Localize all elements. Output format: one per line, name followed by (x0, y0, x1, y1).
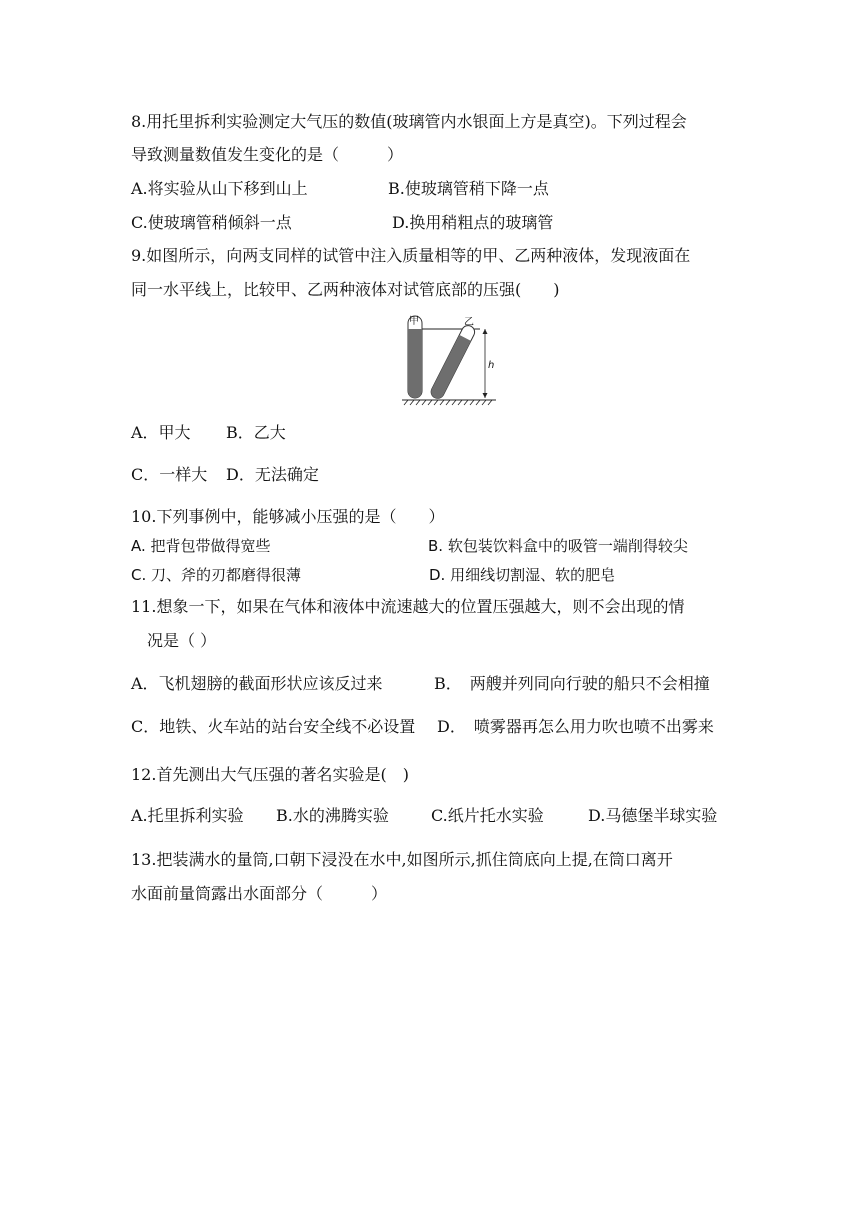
q9-option-d: D．无法确定 (226, 465, 319, 484)
q12-option-a: A.托里拆利实验 (131, 806, 244, 825)
test-tube-figure (400, 312, 500, 408)
q10-option-d: D. 用细线切割湿、软的肥皂 (429, 566, 616, 584)
q9-option-c: C．一样大 (131, 465, 208, 484)
q10-option-b: B. 软包装饮料盒中的吸管一端削得较尖 (428, 537, 688, 555)
tube-yi-liquid (429, 335, 471, 401)
q8-option-b: B.使玻璃管稍下降一点 (388, 179, 549, 198)
label-h: h (488, 360, 495, 371)
q13-stem-line2: 水面前量筒露出水面部分（ ） (131, 884, 388, 903)
q9-stem-line1: 9.如图所示，向两支同样的试管中注入质量相等的甲、乙两种液体，发现液面在 (131, 246, 691, 265)
q8-stem-line1: 8.用托里拆利实验测定大气压的数值(玻璃管内水银面上方是真空)。下列过程会 (131, 112, 687, 131)
q10-option-a: A. 把背包带做得宽些 (131, 537, 271, 555)
q11-option-d: D． 喷雾器再怎么用力吹也喷不出雾来 (437, 717, 714, 736)
label-yi: 乙 (464, 317, 474, 328)
height-arrow-down (483, 393, 488, 398)
q11-option-a: A．飞机翅膀的截面形状应该反过来 (131, 674, 383, 693)
ground-hatching (404, 400, 492, 405)
q8-option-c: C.使玻璃管稍倾斜一点 (131, 213, 292, 232)
q11-option-c: C．地铁、火车站的站台安全线不必设置 (131, 717, 416, 736)
q9-stem-line2: 同一水平线上，比较甲、乙两种液体对试管底部的压强( ) (131, 280, 560, 299)
q9-option-b: B．乙大 (226, 423, 286, 442)
q11-stem-line2: 况是（ ） (147, 631, 217, 650)
q13-stem-line1: 13.把装满水的量筒,口朝下浸没在水中,如图所示,抓住筒底向上提,在筒口离开 (131, 850, 673, 869)
q12-option-b: B.水的沸腾实验 (276, 806, 389, 825)
q12-option-d: D.马德堡半球实验 (588, 806, 718, 825)
height-arrow-up (483, 329, 488, 334)
q10-stem: 10.下列事例中，能够减小压强的是（ ） (131, 507, 445, 526)
q8-stem-line2: 导致测量数值发生变化的是（ ） (131, 145, 404, 164)
q11-stem-line1: 11.想象一下，如果在气体和液体中流速越大的位置压强越大，则不会出现的情 (131, 597, 685, 616)
q9-option-a: A．甲大 (131, 423, 191, 442)
tube-yi (429, 323, 477, 400)
q10-option-c: C. 刀、斧的刃都磨得很薄 (131, 566, 302, 584)
q11-option-b: B． 两艘并列同向行驶的船只不会相撞 (434, 674, 710, 693)
q12-stem: 12.首先测出大气压强的著名实验是( ) (131, 765, 409, 784)
q8-option-d: D.换用稍粗点的玻璃管 (392, 213, 554, 232)
q12-option-c: C.纸片托水实验 (431, 806, 544, 825)
label-jia: 甲 (409, 316, 419, 327)
q8-option-a: A.将实验从山下移到山上 (131, 179, 308, 198)
tube-jia-liquid (408, 329, 422, 398)
test-tube-diagram (400, 312, 500, 408)
